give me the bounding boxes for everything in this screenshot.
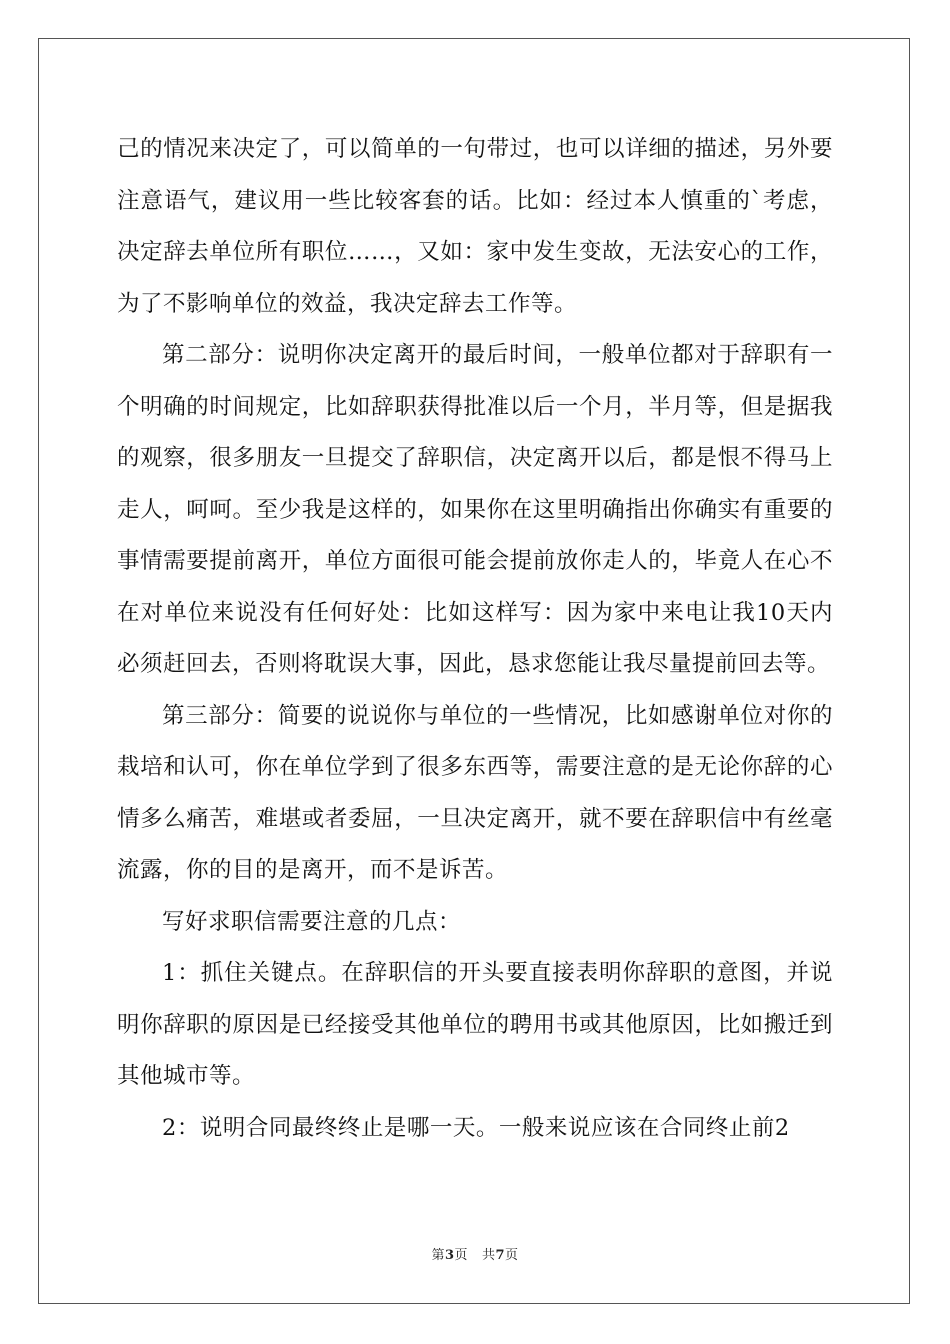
- paragraph-1: 己的情况来决定了，可以简单的一句带过，也可以详细的描述，另外要注意语气，建议用一些比较客套的话。比如：经过本人慎重的`考虑，决定辞去单位所有职位……，又如：家中发生变故，无法安心的工作，为了不影响单位的效益，我决定辞去工作等。: [117, 136, 833, 317]
- document-body: [117, 124, 833, 1154]
- page-footer: [0, 1244, 950, 1263]
- page-prefix: 第: [431, 1248, 445, 1263]
- total-prefix: 共: [481, 1248, 496, 1263]
- total-pages: 7: [495, 1248, 506, 1263]
- total-suffix: 页: [505, 1248, 519, 1263]
- paragraph-6: 2：说明合同最终终止是哪一天。一般来说应该在合同终止前2: [162, 1114, 790, 1141]
- page-suffix: 页: [454, 1248, 469, 1263]
- page-number: 3: [444, 1248, 455, 1263]
- paragraph-4: 写好求职信需要注意的几点：: [162, 908, 462, 935]
- paragraph-3: 第三部分：简要的说说你与单位的一些情况，比如感谢单位对你的栽培和认可，你在单位学到了很多东西等，需要注意的是无论你辞的心情多么痛苦，难堪或者委屈，一旦决定离开，就不要在辞职信中有丝毫流露，你的目的是离开，而不是诉苦。: [117, 702, 833, 883]
- paragraph-2: 第二部分：说明你决定离开的最后时间，一般单位都对于辞职有一个明确的时间规定，比如辞职获得批准以后一个月，半月等，但是据我的观察，很多朋友一旦提交了辞职信，决定离开以后，都是恨不得马上走人，呵呵。至少我是这样的，如果你在这里明确指出你确实有重要的事情需要提前离开，单位方面很可能会提前放你走人的，毕竟人在心不在对单位来说没有任何好处：比如这样写：因为家中来电让我10天内必须赶回去，否则将耽误大事，因此，恳求您能让我尽量提前回去等。: [117, 342, 833, 677]
- paragraph-5: 1：抓住关键点。在辞职信的开头要直接表明你辞职的意图，并说明你辞职的原因是已经接受其他单位的聘用书或其他原因，比如搬迁到其他城市等。: [117, 960, 833, 1089]
